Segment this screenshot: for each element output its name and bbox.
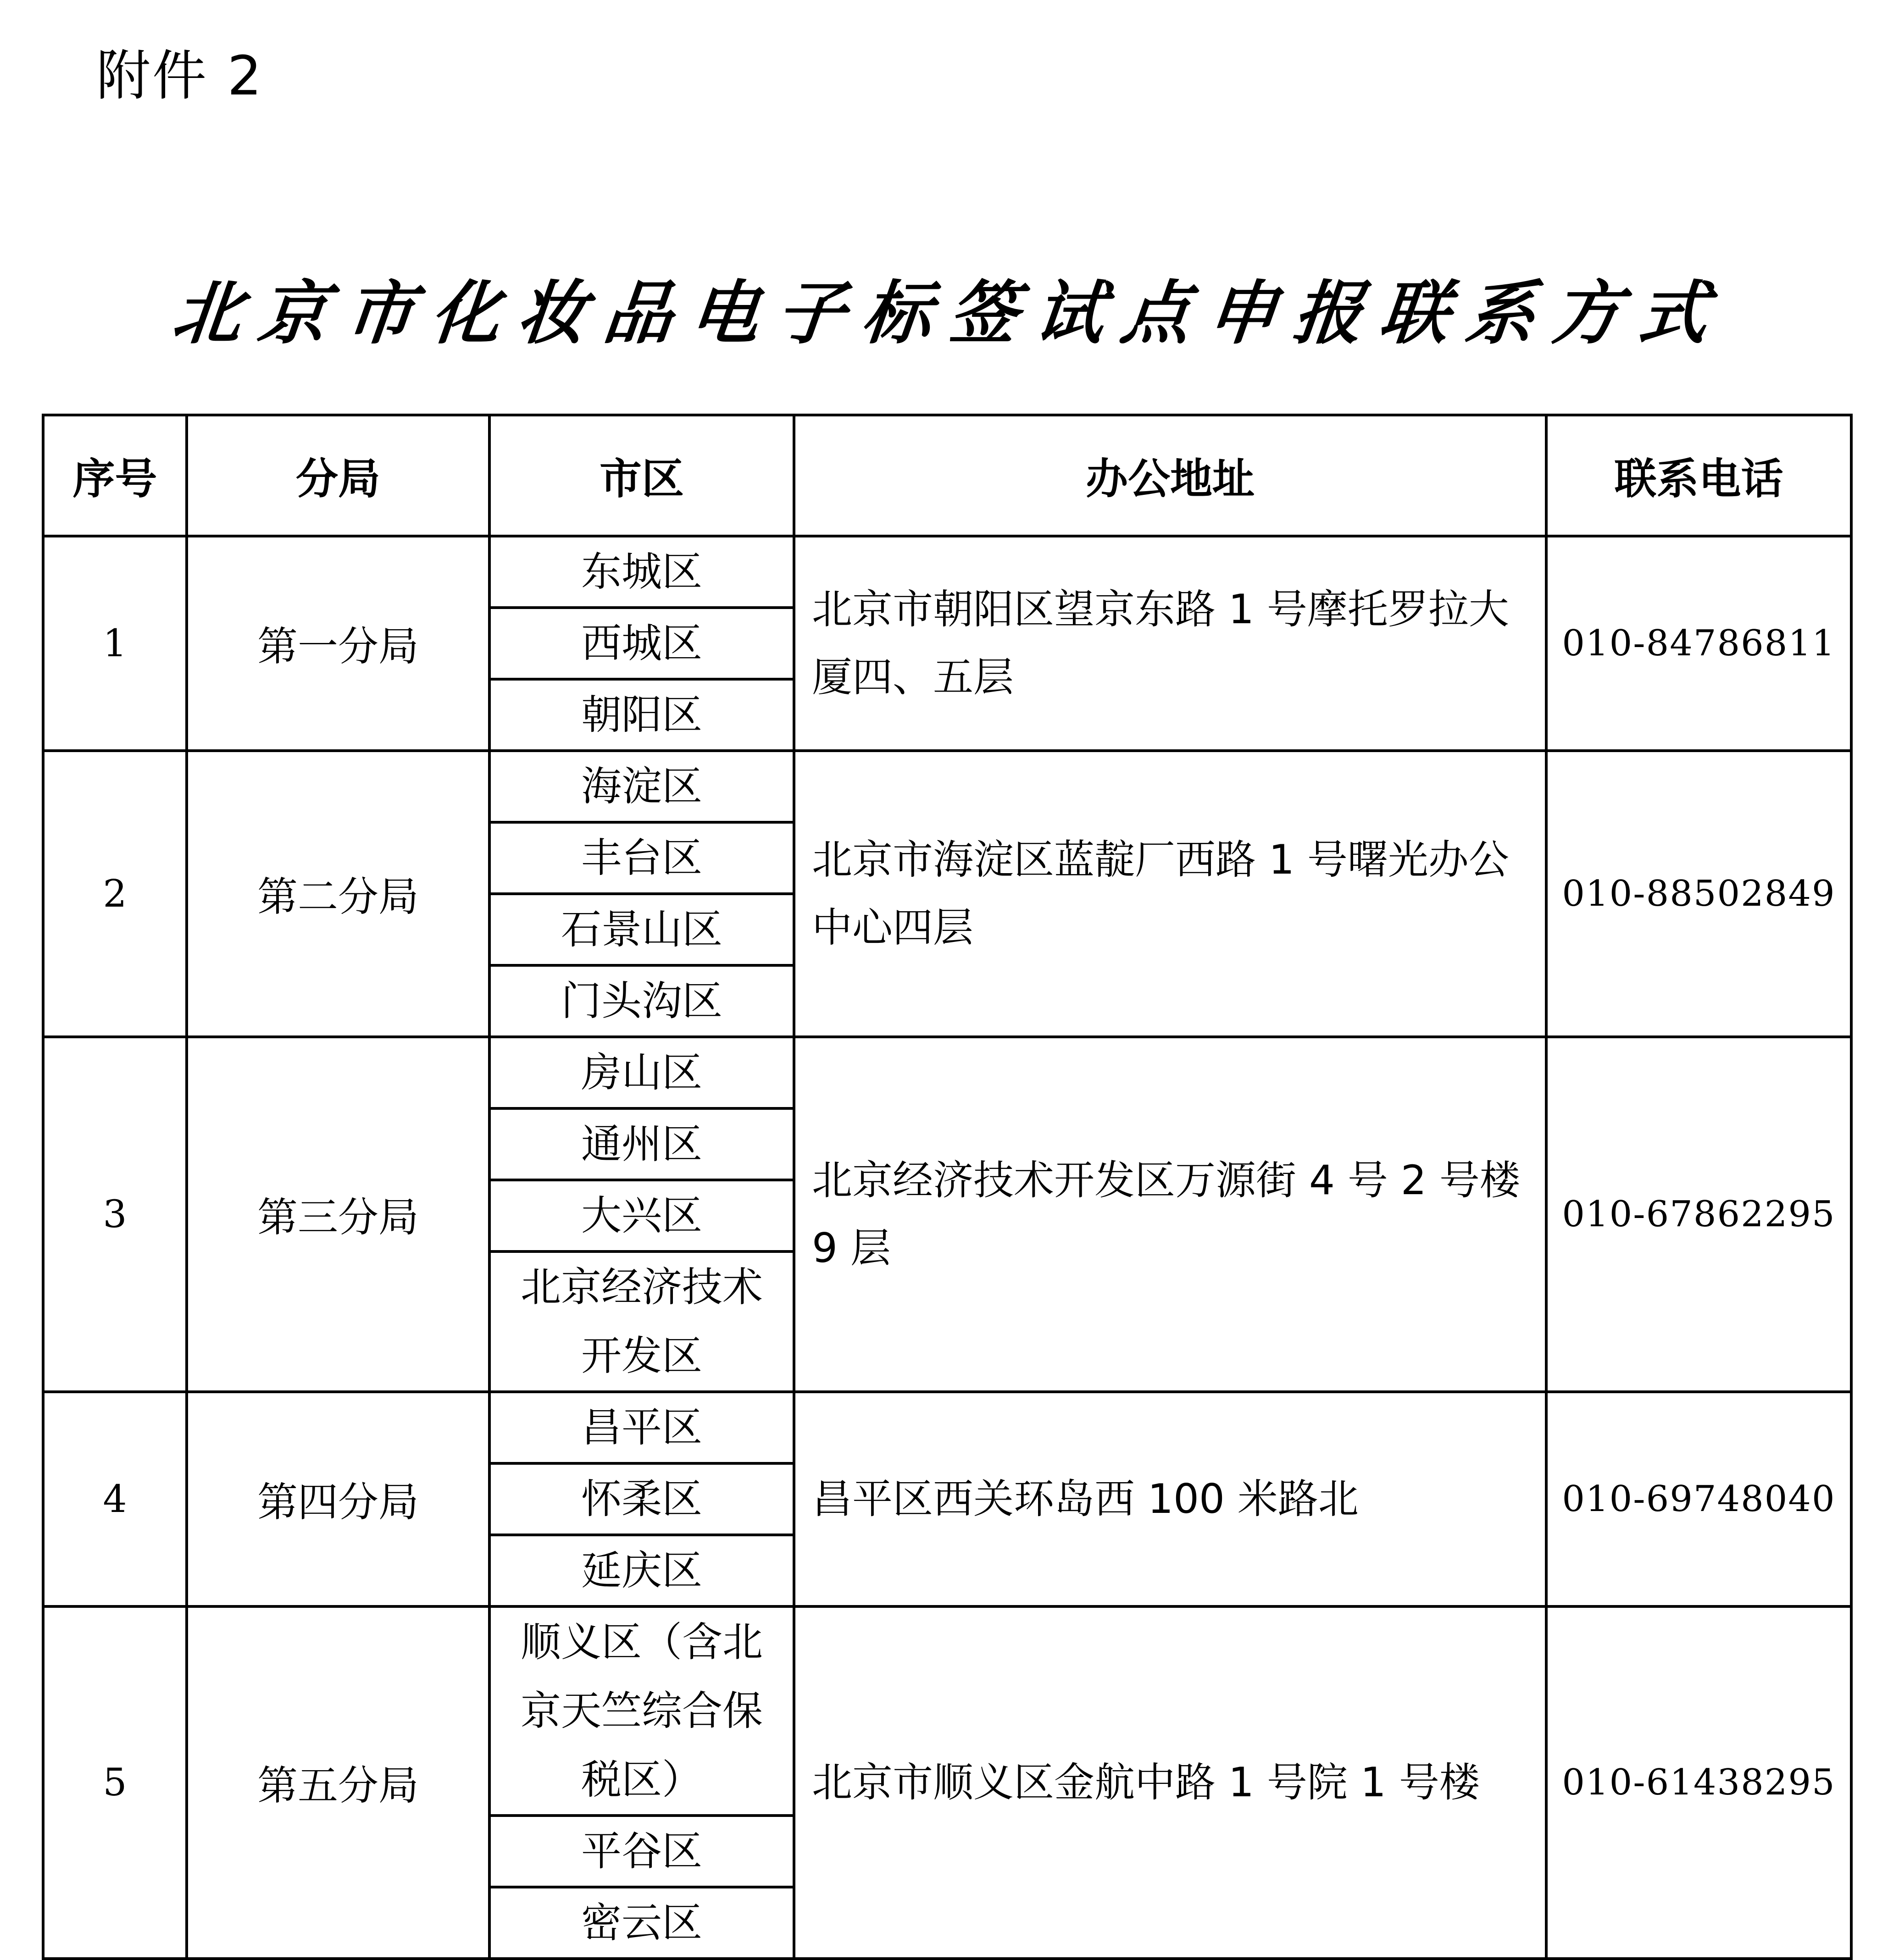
office-address: 北京市海淀区蓝靛厂西路 1 号曙光办公中心四层 [794, 751, 1546, 1037]
district-list [491, 752, 793, 1035]
district-item: 昌平区 [581, 1404, 702, 1451]
district-list [491, 1038, 793, 1390]
district-item: 北京经济技术开发区 [491, 1250, 793, 1390]
header-branch: 分局 [187, 415, 489, 536]
office-address: 北京市朝阳区望京东路 1 号摩托罗拉大厦四、五层 [794, 536, 1546, 751]
district-item: 西城区 [491, 606, 793, 678]
row-number: 1 [43, 536, 187, 751]
district-list [491, 1393, 793, 1605]
district-item: 顺义区（含北京天竺综合保税区） [520, 1618, 763, 1803]
header-phone: 联系电话 [1546, 415, 1851, 536]
office-address: 昌平区西关环岛西 100 米路北 [794, 1392, 1546, 1606]
table-header-row [43, 415, 1851, 536]
district-list [491, 1608, 793, 1957]
row-number: 4 [43, 1392, 187, 1606]
district-item: 密云区 [491, 1886, 793, 1957]
district-item: 大兴区 [491, 1179, 793, 1250]
district-item: 朝阳区 [491, 678, 793, 749]
district-item: 海淀区 [581, 763, 702, 810]
table-row [43, 536, 1851, 751]
branch-name: 第三分局 [187, 1037, 489, 1392]
branch-name: 第四分局 [187, 1392, 489, 1606]
document-title: 北京市化妆品电子标签试点申报联系方式 [168, 273, 1729, 354]
contact-phone: 010-88502849 [1546, 751, 1851, 1037]
district-cell [489, 536, 794, 751]
contact-table [42, 414, 1853, 1960]
district-item: 东城区 [581, 548, 702, 595]
district-item: 石景山区 [491, 892, 793, 964]
branch-name: 第五分局 [187, 1606, 489, 1959]
branch-name: 第一分局 [187, 536, 489, 751]
header-district: 市区 [489, 415, 794, 536]
district-item: 通州区 [491, 1107, 793, 1179]
attachment-label: 附件 2 [96, 44, 264, 107]
district-cell [489, 751, 794, 1037]
row-number: 2 [43, 751, 187, 1037]
office-address: 北京市顺义区金航中路 1 号院 1 号楼 [794, 1606, 1546, 1959]
district-item: 平谷区 [491, 1814, 793, 1886]
table-row [43, 1606, 1851, 1959]
district-item: 丰台区 [491, 821, 793, 892]
contact-phone: 010-67862295 [1546, 1037, 1851, 1392]
header-no: 序号 [43, 415, 187, 536]
district-item: 延庆区 [491, 1534, 793, 1605]
district-item: 怀柔区 [491, 1462, 793, 1534]
row-number: 5 [43, 1606, 187, 1959]
district-cell [489, 1037, 794, 1392]
contact-phone: 010-69748040 [1546, 1392, 1851, 1606]
row-number: 3 [43, 1037, 187, 1392]
office-address: 北京经济技术开发区万源街 4 号 2 号楼 9 层 [794, 1037, 1546, 1392]
table-row [43, 1392, 1851, 1606]
header-address: 办公地址 [794, 415, 1546, 536]
contact-phone: 010-61438295 [1546, 1606, 1851, 1959]
district-list [491, 537, 793, 749]
district-cell [489, 1392, 794, 1606]
district-item: 房山区 [581, 1049, 702, 1096]
contact-phone: 010-84786811 [1546, 536, 1851, 751]
table-row [43, 751, 1851, 1037]
district-item: 门头沟区 [491, 964, 793, 1035]
branch-name: 第二分局 [187, 751, 489, 1037]
table-row [43, 1037, 1851, 1392]
district-cell [489, 1606, 794, 1959]
